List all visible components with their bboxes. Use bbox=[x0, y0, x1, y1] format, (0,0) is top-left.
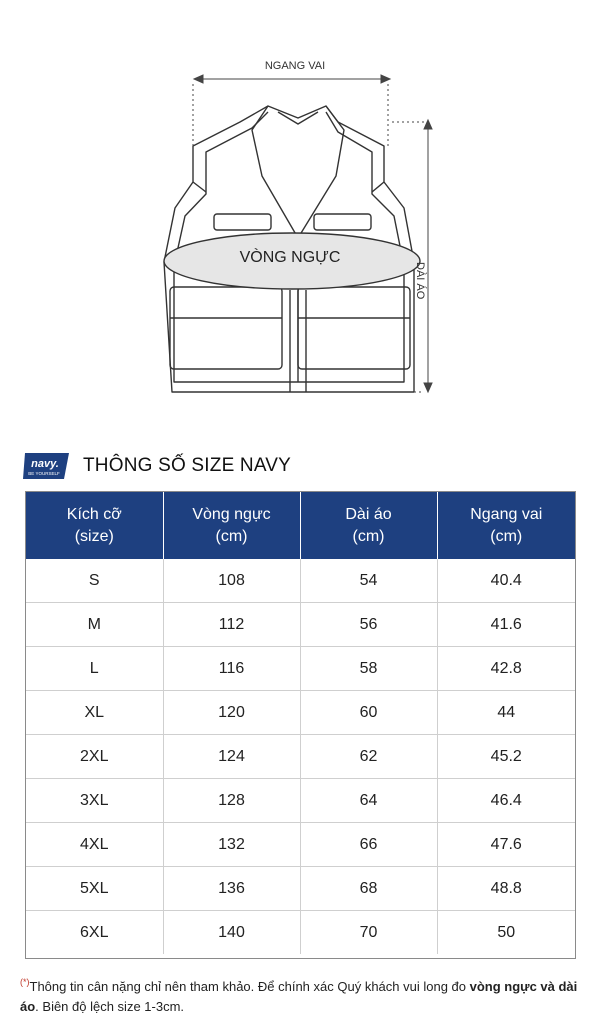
cell-length: 54 bbox=[300, 559, 437, 603]
cell-size: 6XL bbox=[26, 911, 163, 955]
footnote-bold-1: vòng ngực và dài áo bbox=[20, 979, 578, 1014]
header-shoulder: Ngang vai (cm) bbox=[437, 492, 575, 559]
header-size: Kích cỡ (size) bbox=[26, 492, 163, 559]
brand-header bbox=[22, 450, 582, 482]
cell-size: M bbox=[26, 603, 163, 647]
cell-chest: 136 bbox=[163, 867, 300, 911]
cell-chest: 140 bbox=[163, 911, 300, 955]
table-row bbox=[26, 603, 575, 647]
chest-label: VÒNG NGỰC bbox=[239, 249, 341, 266]
cell-length: 66 bbox=[300, 823, 437, 867]
shoulder-label: NGANG VAI bbox=[264, 60, 326, 72]
cell-length: 60 bbox=[300, 691, 437, 735]
table-row bbox=[26, 735, 575, 779]
table-row bbox=[26, 647, 575, 691]
cell-size: 4XL bbox=[26, 823, 163, 867]
length-label: DÀI ÁO bbox=[414, 262, 426, 300]
table-row bbox=[26, 559, 575, 603]
table-row bbox=[26, 867, 575, 911]
cell-length: 58 bbox=[300, 647, 437, 691]
footnote-text-1: Thông tin cân nặng chỉ nên tham khảo. Để chính xác Quý khách vui long đo bbox=[29, 979, 470, 994]
cell-length: 70 bbox=[300, 911, 437, 955]
section-title: THÔNG SỐ SIZE NAVY bbox=[83, 455, 292, 476]
cell-length: 68 bbox=[300, 867, 437, 911]
logo-text: navy. bbox=[31, 458, 59, 470]
cell-chest: 108 bbox=[163, 559, 300, 603]
cell-size: 5XL bbox=[26, 867, 163, 911]
cell-size: S bbox=[26, 559, 163, 603]
table-row bbox=[26, 691, 575, 735]
cell-shoulder: 42.8 bbox=[437, 647, 575, 691]
footnote-marker: (*) bbox=[20, 977, 30, 987]
header-chest: Vòng ngực (cm) bbox=[163, 492, 300, 559]
cell-shoulder: 48.8 bbox=[437, 867, 575, 911]
table-header-row bbox=[26, 492, 575, 559]
cell-length: 56 bbox=[300, 603, 437, 647]
cell-size: L bbox=[26, 647, 163, 691]
cell-length: 64 bbox=[300, 779, 437, 823]
cell-shoulder: 45.2 bbox=[437, 735, 575, 779]
footnote-text-2: . Biên độ lệch size 1-3cm. bbox=[35, 999, 185, 1014]
cell-chest: 120 bbox=[163, 691, 300, 735]
table-row bbox=[26, 823, 575, 867]
table-row bbox=[26, 911, 575, 955]
cell-chest: 128 bbox=[163, 779, 300, 823]
table-row bbox=[26, 779, 575, 823]
shoulder-dimension bbox=[193, 75, 390, 148]
cell-shoulder: 40.4 bbox=[437, 559, 575, 603]
cell-shoulder: 44 bbox=[437, 691, 575, 735]
cell-chest: 116 bbox=[163, 647, 300, 691]
size-table bbox=[26, 492, 575, 954]
cell-size: XL bbox=[26, 691, 163, 735]
cell-shoulder: 50 bbox=[497, 923, 516, 941]
footnote bbox=[20, 977, 585, 1017]
cell-chest: 132 bbox=[163, 823, 300, 867]
cell-chest: 124 bbox=[163, 735, 300, 779]
cell-size: 2XL bbox=[26, 735, 163, 779]
cell-chest: 112 bbox=[163, 603, 300, 647]
cell-shoulder: 47.6 bbox=[437, 823, 575, 867]
cell-size: 3XL bbox=[26, 779, 163, 823]
vest-collar bbox=[252, 106, 344, 238]
cell-shoulder: 46.4 bbox=[437, 779, 575, 823]
cell-length: 62 bbox=[300, 735, 437, 779]
cell-shoulder: 41.6 bbox=[437, 603, 575, 647]
header-length: Dài áo (cm) bbox=[300, 492, 437, 559]
logo-tagline: BE YOURSELF bbox=[28, 471, 60, 476]
navy-logo-icon bbox=[22, 452, 72, 480]
vest-diagram bbox=[0, 0, 600, 430]
